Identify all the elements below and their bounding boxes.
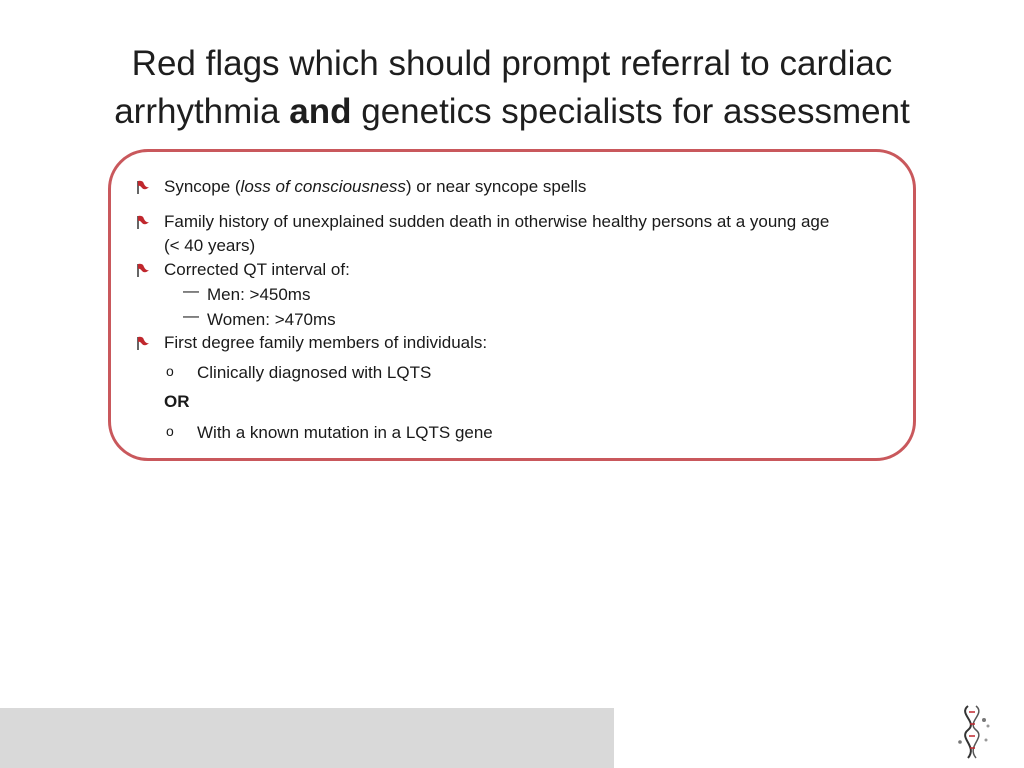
title-line-2-start: arrhythmia	[114, 92, 290, 131]
sub-men: Men: >450ms	[207, 285, 311, 304]
flag-bullet-icon	[136, 335, 150, 351]
flag-bullet-icon	[136, 179, 150, 195]
slide-title	[0, 40, 1024, 136]
option-clinically-diagnosed: Clinically diagnosed with LQTS	[197, 363, 432, 382]
title-bold-word: and	[289, 92, 352, 131]
bullet-qt-interval: Corrected QT interval of:	[164, 260, 350, 279]
sub-women: Women: >470ms	[207, 310, 336, 329]
title-line-2	[0, 88, 1024, 136]
title-line-2-end: genetics specialists for assessment	[351, 92, 910, 131]
bullet-family-history	[164, 211, 829, 257]
dna-logo-icon	[948, 700, 996, 764]
or-label: OR	[164, 392, 190, 411]
option-known-mutation: With a known mutation in a LQTS gene	[197, 423, 493, 442]
syncope-text-end: ) or near syncope spells	[405, 177, 587, 196]
syncope-text: Syncope (	[164, 177, 241, 196]
syncope-italic-text: loss of consciousness	[240, 177, 406, 196]
red-flags-box	[108, 149, 916, 461]
circle-bullet-icon: o	[166, 363, 174, 379]
flag-bullet-icon	[136, 214, 150, 230]
footer-bar	[0, 708, 614, 768]
dash-icon: —	[183, 283, 199, 300]
title-line-1: Red flags which should prompt referral to cardiac	[131, 44, 893, 83]
dash-icon: —	[183, 308, 199, 325]
family-history-line-1: Family history of unexplained sudden death in otherwise healthy persons at a young age	[164, 212, 830, 231]
flag-bullet-icon	[136, 262, 150, 278]
family-history-line-2: (< 40 years)	[164, 236, 256, 255]
bullet-first-degree: First degree family members of individuals:	[164, 333, 488, 352]
bullet-syncope	[164, 176, 586, 198]
circle-bullet-icon: o	[166, 423, 174, 439]
